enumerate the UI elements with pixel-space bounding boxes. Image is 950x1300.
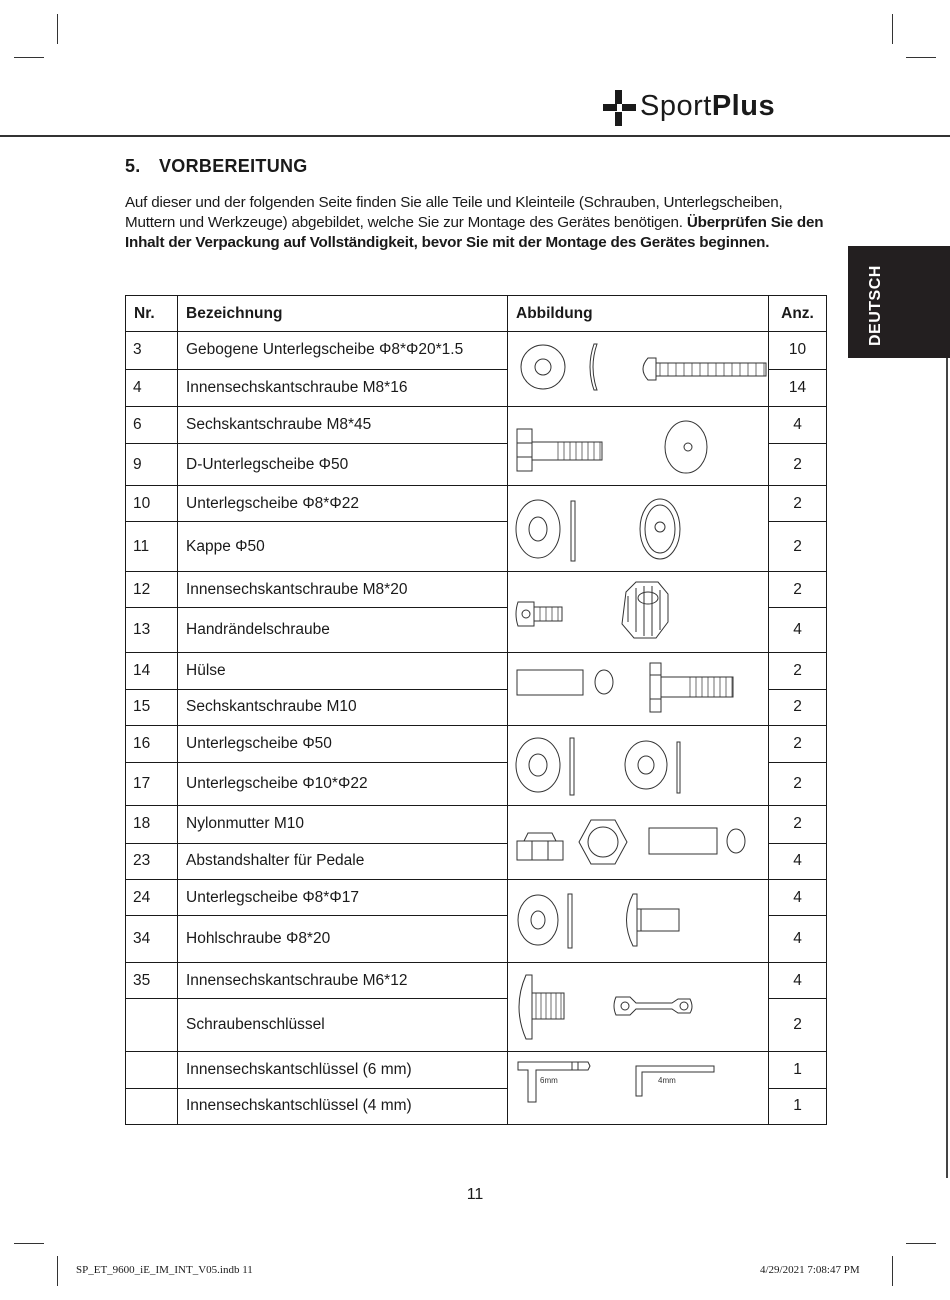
row-name: Innensechskantschlüssel (4 mm) (178, 1088, 508, 1125)
table-row (126, 653, 827, 690)
crop-mark (892, 1256, 893, 1286)
row-qty: 2 (769, 763, 827, 806)
row-nr: 14 (126, 653, 178, 690)
row-nr: 4 (126, 369, 178, 407)
row-qty: 4 (769, 963, 827, 999)
row-nr: 3 (126, 332, 178, 370)
crop-mark (14, 57, 44, 58)
socket-screw-knob-figure (508, 572, 769, 652)
row-name: Innensechskantschraube M8*16 (178, 369, 508, 407)
header-image: Abbildung (508, 296, 769, 332)
row-name: Kappe Φ50 (178, 522, 508, 572)
parts-figure-cell (508, 407, 769, 486)
row-nr: 24 (126, 880, 178, 916)
row-name: Innensechskantschraube M8*20 (178, 572, 508, 608)
washers-figure (508, 726, 769, 805)
row-qty: 10 (769, 332, 827, 370)
section-heading (125, 156, 308, 177)
row-nr: 35 (126, 963, 178, 999)
crop-mark (14, 1243, 44, 1244)
row-name: Unterlegscheibe Φ50 (178, 726, 508, 763)
row-nr: 9 (126, 444, 178, 486)
table-row (126, 486, 827, 522)
intro-text: Auf dieser und der folgenden Seite finden Sie alle Teile und Kleinteile (Schrauben, Unterlegscheiben, Muttern und Werkzeuge) abgebildet, welche Sie zur Montage des Gerätes benötigen. (125, 194, 783, 231)
row-qty: 2 (769, 486, 827, 522)
row-nr: 18 (126, 806, 178, 844)
row-nr (126, 1052, 178, 1089)
row-name: Handrändelschraube (178, 608, 508, 653)
row-qty: 2 (769, 806, 827, 844)
row-qty: 4 (769, 916, 827, 963)
crop-mark (57, 1256, 58, 1286)
row-nr: 16 (126, 726, 178, 763)
row-qty: 4 (769, 608, 827, 653)
row-qty: 4 (769, 407, 827, 444)
brand-logo (600, 88, 830, 128)
section-number: 5. (125, 156, 141, 176)
row-name: D-Unterlegscheibe Φ50 (178, 444, 508, 486)
row-name: Unterlegscheibe Φ8*Φ22 (178, 486, 508, 522)
row-qty: 1 (769, 1052, 827, 1089)
brand-wordmark: SportPlus (640, 90, 776, 122)
crop-mark (892, 14, 893, 44)
row-nr: 17 (126, 763, 178, 806)
row-name: Unterlegscheibe Φ8*Φ17 (178, 880, 508, 916)
crop-mark (906, 1243, 936, 1244)
table-row (126, 880, 827, 916)
row-nr (126, 1088, 178, 1125)
table-row (126, 963, 827, 999)
row-nr: 12 (126, 572, 178, 608)
row-qty: 2 (769, 444, 827, 486)
parts-figure-cell (508, 653, 769, 726)
parts-figure-cell (508, 486, 769, 572)
page-number: 11 (466, 1186, 484, 1203)
screw-wrench-figure (508, 963, 769, 1051)
header-qty: Anz. (769, 296, 827, 332)
table-row (126, 726, 827, 763)
washer-cap-figure (508, 487, 769, 571)
section-title: VORBEREITUNG (159, 156, 308, 176)
row-name: Unterlegscheibe Φ10*Φ22 (178, 763, 508, 806)
row-qty: 4 (769, 843, 827, 880)
table-row (126, 407, 827, 444)
parts-figure-cell (508, 880, 769, 963)
row-nr: 13 (126, 608, 178, 653)
nut-spacer-figure (508, 806, 769, 879)
row-name: Hülse (178, 653, 508, 690)
row-qty: 2 (769, 572, 827, 608)
row-name: Nylonmutter M10 (178, 806, 508, 844)
washer-bolt-figure (508, 332, 769, 406)
parts-figure-cell (508, 806, 769, 880)
parts-figure-cell (508, 572, 769, 653)
hex-bolt-washer-figure (508, 407, 769, 485)
row-qty: 2 (769, 653, 827, 690)
allen-keys-figure (508, 1052, 769, 1124)
table-header-row (126, 296, 827, 332)
row-nr: 6 (126, 407, 178, 444)
table-row (126, 572, 827, 608)
table-row (126, 332, 827, 370)
row-nr: 11 (126, 522, 178, 572)
row-qty: 2 (769, 522, 827, 572)
footer-timestamp: 4/29/2021 7:08:47 PM (760, 1264, 860, 1276)
allen-key-4mm-label: 4mm (658, 1076, 676, 1085)
crop-mark (906, 57, 936, 58)
side-rule (946, 358, 948, 1178)
header-name: Bezeichnung (178, 296, 508, 332)
row-nr: 23 (126, 843, 178, 880)
footer-file-name: SP_ET_9600_iE_IM_INT_V05.indb 11 (76, 1264, 253, 1276)
brand-cross-icon (600, 88, 640, 128)
row-qty: 4 (769, 880, 827, 916)
parts-figure-cell (508, 1052, 769, 1125)
row-name: Abstandshalter für Pedale (178, 843, 508, 880)
header-nr: Nr. (126, 296, 178, 332)
language-tab (848, 246, 950, 358)
parts-figure-cell (508, 726, 769, 806)
row-name: Sechskantschraube M10 (178, 689, 508, 726)
row-nr: 15 (126, 689, 178, 726)
table-row (126, 806, 827, 844)
table-row (126, 1052, 827, 1089)
row-name: Schraubenschlüssel (178, 999, 508, 1052)
row-nr: 34 (126, 916, 178, 963)
crop-mark (57, 14, 58, 44)
intro-paragraph (125, 193, 830, 253)
row-nr: 10 (126, 486, 178, 522)
parts-table (125, 295, 827, 1125)
allen-key-6mm-label: 6mm (540, 1076, 558, 1085)
parts-figure-cell (508, 963, 769, 1052)
row-qty: 2 (769, 726, 827, 763)
intro-bold-text: Überprüfen Sie den Inhalt der Verpackung auf Vollständigkeit, bevor Sie mit der Montage des Gerätes beginnen. (125, 214, 824, 251)
washer-hollow-screw-figure (508, 880, 769, 962)
parts-figure-cell (508, 332, 769, 407)
language-tab-label: DEUTSCH (867, 265, 884, 346)
row-nr (126, 999, 178, 1052)
row-qty: 2 (769, 689, 827, 726)
row-qty: 2 (769, 999, 827, 1052)
row-name: Sechskantschraube M8*45 (178, 407, 508, 444)
row-qty: 14 (769, 369, 827, 407)
row-name: Hohlschraube Φ8*20 (178, 916, 508, 963)
header-rule (0, 135, 950, 137)
row-name: Innensechskantschlüssel (6 mm) (178, 1052, 508, 1089)
row-qty: 1 (769, 1088, 827, 1125)
row-name: Gebogene Unterlegscheibe Φ8*Φ20*1.5 (178, 332, 508, 370)
row-name: Innensechskantschraube M6*12 (178, 963, 508, 999)
sleeve-bolt-figure (508, 653, 769, 725)
